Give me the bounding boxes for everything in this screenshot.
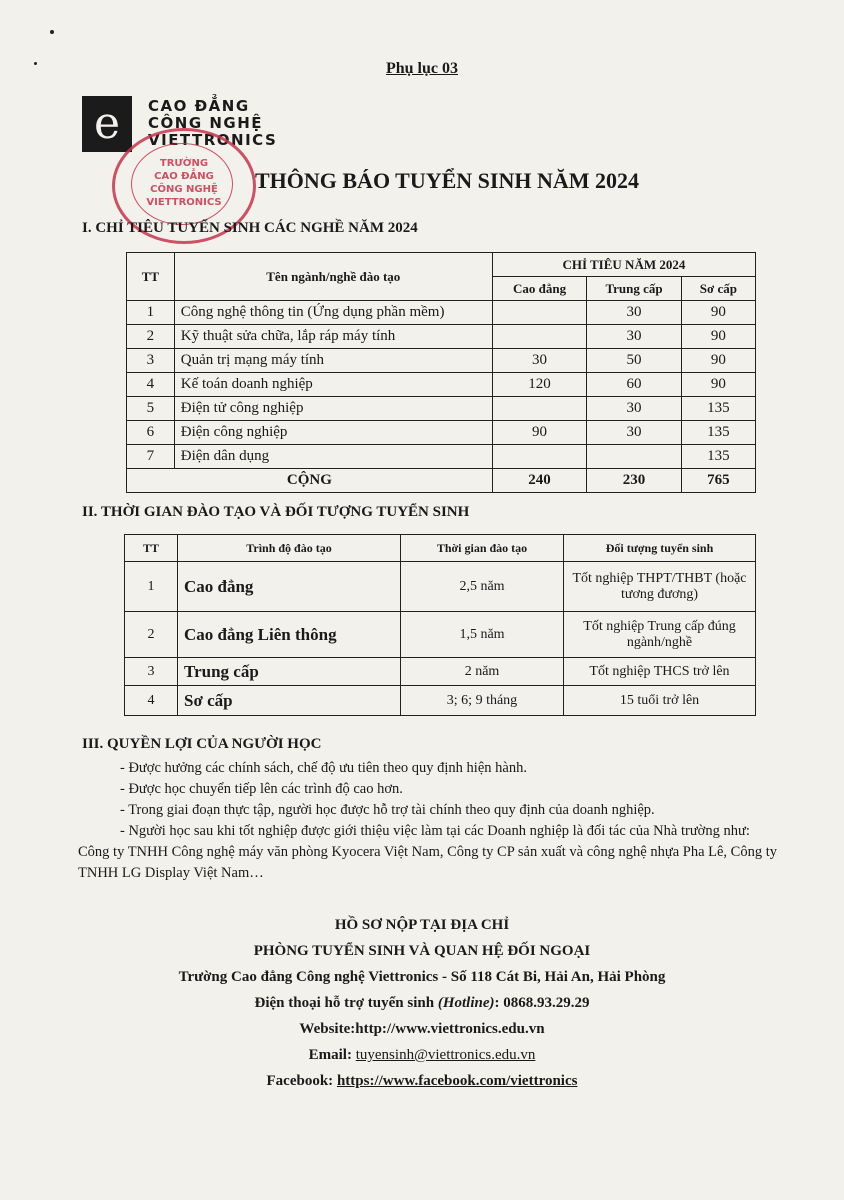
cell-name: Điện dân dụng [174,445,492,469]
cell-tt: 3 [125,658,178,686]
contact-block [0,912,844,1094]
cell-level: Cao đẳng [178,562,401,612]
cell-cd [492,397,587,421]
table-row [127,325,756,349]
section1-heading: I. CHỈ TIÊU TUYỂN SINH CÁC NGHỀ NĂM 2024 [82,220,418,236]
phone-label: Điện thoại hỗ trợ tuyển sinh [254,995,438,1011]
cell-name: Quản trị mạng máy tính [174,349,492,373]
facebook-link[interactable]: https://www.facebook.com/viettronics [336,1073,578,1089]
table-row [125,658,756,686]
col-tt: TT [127,253,175,301]
table-row [127,445,756,469]
phone-value: : 0868.93.29.29 [494,995,590,1011]
cell-sc: 90 [681,349,755,373]
cell-tc: 30 [587,421,682,445]
total-label: CỘNG [127,469,493,493]
cell-name: Kế toán doanh nghiệp [174,373,492,397]
cell-name: Công nghệ thông tin (Ứng dụng phần mềm) [174,301,492,325]
cell-target: Tốt nghiệp THPT/THBT (hoặc tương đương) [564,562,756,612]
cell-name: Điện công nghiệp [174,421,492,445]
cell-tc: 50 [587,349,682,373]
cell-tt: 1 [125,562,178,612]
cell-tt: 1 [127,301,175,325]
cell-tc: 30 [587,397,682,421]
contact-phone [0,990,844,1016]
total-row [127,469,756,493]
phone-hotline: (Hotline) [437,995,495,1011]
email-label: Email: [308,1047,356,1063]
cell-sc: 135 [681,445,755,469]
cell-tt: 2 [127,325,175,349]
cell-tt: 3 [127,349,175,373]
list-item: - Được học chuyển tiếp lên các trình độ cao hơn. [120,781,403,797]
page-title: THÔNG BÁO TUYỂN SINH NĂM 2024 [254,168,640,193]
contact-heading: HỒ SƠ NỘP TẠI ĐỊA CHỈ [334,917,510,933]
scan-speck [50,30,54,34]
seal-line: VIETTRONICS [146,197,222,208]
cell-name: Điện tử công nghiệp [174,397,492,421]
cell-cd: 90 [492,421,587,445]
cell-sc: 135 [681,397,755,421]
list-item: - Được hưởng các chính sách, chế độ ưu tiên theo quy định hiện hành. [120,760,527,776]
facebook-label: Facebook: [266,1073,337,1089]
section3-heading: III. QUYỀN LỢI CỦA NGƯỜI HỌC [82,736,322,752]
email-link[interactable]: tuyensinh@viettronics.edu.vn [355,1047,536,1063]
benefits-list [78,758,778,884]
col-tt: TT [125,535,178,562]
cell-cd [492,325,587,349]
contact-office: PHÒNG TUYỂN SINH VÀ QUAN HỆ ĐỐI NGOẠI [253,943,591,959]
section2-heading: II. THỜI GIAN ĐÀO TẠO VÀ ĐỐI TƯỢNG TUYỂN SINH [82,504,470,520]
logo-line: VIETTRONICS [148,131,278,149]
col-time: Thời gian đào tạo [401,535,564,562]
cell-level: Sơ cấp [178,686,401,716]
cell-tt: 4 [125,686,178,716]
cell-level: Trung cấp [178,658,401,686]
appendix-label: Phụ lục 03 [385,60,458,77]
total-cd: 240 [492,469,587,493]
seal-line: TRƯỜNG [159,158,209,169]
cell-tc: 30 [587,301,682,325]
logo-line: CAO ĐẲNG [148,97,250,115]
training-duration-table [124,534,756,716]
cell-tt: 2 [125,612,178,658]
cell-sc: 90 [681,301,755,325]
contact-website[interactable]: Website:http://www.viettronics.edu.vn [299,1021,545,1037]
total-sc: 765 [681,469,755,493]
cell-cd [492,445,587,469]
col-target: Đối tượng tuyển sinh [564,535,756,562]
cell-cd [492,301,587,325]
seal-line: CÔNG NGHỆ [150,184,218,195]
table-row [125,562,756,612]
cell-tt: 6 [127,421,175,445]
table-row [127,349,756,373]
cell-tt: 7 [127,445,175,469]
logo-e-icon: e [82,96,132,152]
cell-sc: 135 [681,421,755,445]
col-tc: Trung cấp [587,277,682,301]
cell-tc: 30 [587,325,682,349]
cell-name: Kỹ thuật sửa chữa, lắp ráp máy tính [174,325,492,349]
table-row [125,612,756,658]
cell-target: 15 tuổi trở lên [564,686,756,716]
list-item: - Trong giai đoạn thực tập, người học được hỗ trợ tài chính theo quy định của doanh nghiệp. [120,802,655,818]
cell-tc [587,445,682,469]
col-sc: Sơ cấp [681,277,755,301]
contact-address: Trường Cao đẳng Công nghệ Viettronics - Số 118 Cát Bi, Hải An, Hải Phòng [178,969,666,985]
cell-time: 2 năm [401,658,564,686]
logo-line: CÔNG NGHỆ [148,114,264,132]
contact-facebook [0,1068,844,1094]
cell-tc: 60 [587,373,682,397]
cell-sc: 90 [681,373,755,397]
total-tc: 230 [587,469,682,493]
col-cd: Cao đẳng [492,277,587,301]
col-level: Trình độ đào tạo [178,535,401,562]
cell-target: Tốt nghiệp Trung cấp đúng ngành/nghề [564,612,756,658]
col-group: CHỈ TIÊU NĂM 2024 [492,253,755,277]
table-row [127,373,756,397]
table-row [127,421,756,445]
cell-tt: 4 [127,373,175,397]
cell-time: 3; 6; 9 tháng [401,686,564,716]
cell-cd: 120 [492,373,587,397]
cell-tt: 5 [127,397,175,421]
cell-time: 2,5 năm [401,562,564,612]
list-item: - Người học sau khi tốt nghiệp được giới thiệu việc làm tại các Doanh nghiệp là đối tác của Nhà trường như: Công ty TNHH Công nghệ máy văn phòng Kyocera Việt Nam, Công ty CP sản xuất và công nghệ nhựa Pha Lê, Công ty TNHH LG Display Việt Nam… [78,823,778,881]
table-row [127,301,756,325]
cell-time: 1,5 năm [401,612,564,658]
cell-target: Tốt nghiệp THCS trở lên [564,658,756,686]
contact-email [0,1042,844,1068]
enrollment-quota-table [126,252,756,493]
cell-cd: 30 [492,349,587,373]
table-row [125,686,756,716]
cell-level: Cao đẳng Liên thông [178,612,401,658]
seal-line: CAO ĐẲNG [154,171,214,182]
col-name: Tên ngành/nghề đào tạo [174,253,492,301]
table-row [127,397,756,421]
cell-sc: 90 [681,325,755,349]
